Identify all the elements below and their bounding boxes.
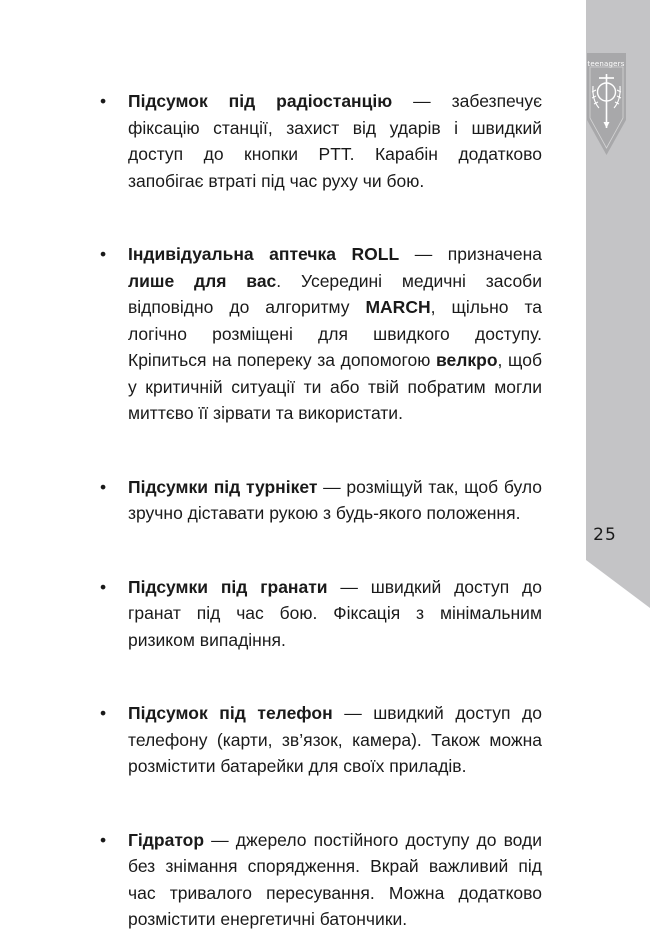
list-item	[94, 700, 542, 780]
item-text: — розміщуй так, щоб було зручно діставати рукою з будь-якого положення.	[128, 476, 542, 523]
list-item	[94, 88, 542, 194]
item-title: Підсумок під телефон	[128, 703, 333, 723]
item-emphasis: MARCH	[365, 297, 431, 317]
item-emphasis: велкро	[436, 350, 498, 370]
item-text: — джерело постійного доступу до води без знімання спорядження. Вкрай важливий під час тривалого пересування. Можна додатково розмістити енергетичні батончики.	[128, 829, 542, 929]
item-title: Індивідуальна аптечка ROLL	[128, 244, 400, 264]
item-text: — швидкий доступ до гранат під час бою. Фіксація з мінімальним ризиком випадіння.	[128, 576, 542, 650]
bullet-icon: •	[100, 244, 107, 264]
item-title: Гідратор	[128, 829, 205, 850]
side-band-graphic	[586, 0, 650, 934]
item-text: — швидкий доступ до телефону (карти, зв’язок, камера). Також можна розмістити батарейки для своїх приладів.	[128, 703, 542, 776]
item-text: . Усередині медичні засоби відповідно до алгоритму	[128, 270, 542, 317]
item-text: — забезпечує фіксацію станції, захист від ударів і швидкий доступ до кнопки PTT. Карабін додатково запобігає втраті під час руху чи бою.	[128, 91, 542, 191]
item-emphasis: лише для вас	[128, 270, 277, 291]
bullet-icon: •	[100, 476, 107, 497]
list-item	[94, 241, 542, 427]
list-item	[94, 574, 542, 654]
emblem-label: teenagers	[587, 60, 625, 68]
bullet-icon: •	[100, 829, 107, 850]
page-number: 25	[593, 525, 617, 545]
list-item	[94, 474, 542, 527]
bullet-icon: •	[100, 703, 107, 723]
item-text: , щільно та логічно розміщені для швидкого доступу. Кріпиться на попереку за допомогою	[128, 297, 542, 370]
side-band	[586, 0, 650, 934]
bullet-icon: •	[100, 91, 107, 111]
item-title: Підсумок під радіостанцію	[128, 91, 393, 111]
list-item	[94, 827, 542, 933]
item-title: Підсумки під гранати	[128, 576, 328, 597]
item-text: , щоб у критичній ситуації ти або твій побратим могли миттєво її зірвати та використати.	[128, 350, 542, 423]
bullet-icon: •	[100, 576, 107, 597]
item-title: Підсумки під турнікет	[128, 476, 318, 497]
item-text: — призначена	[399, 244, 542, 264]
page-content	[94, 88, 542, 933]
